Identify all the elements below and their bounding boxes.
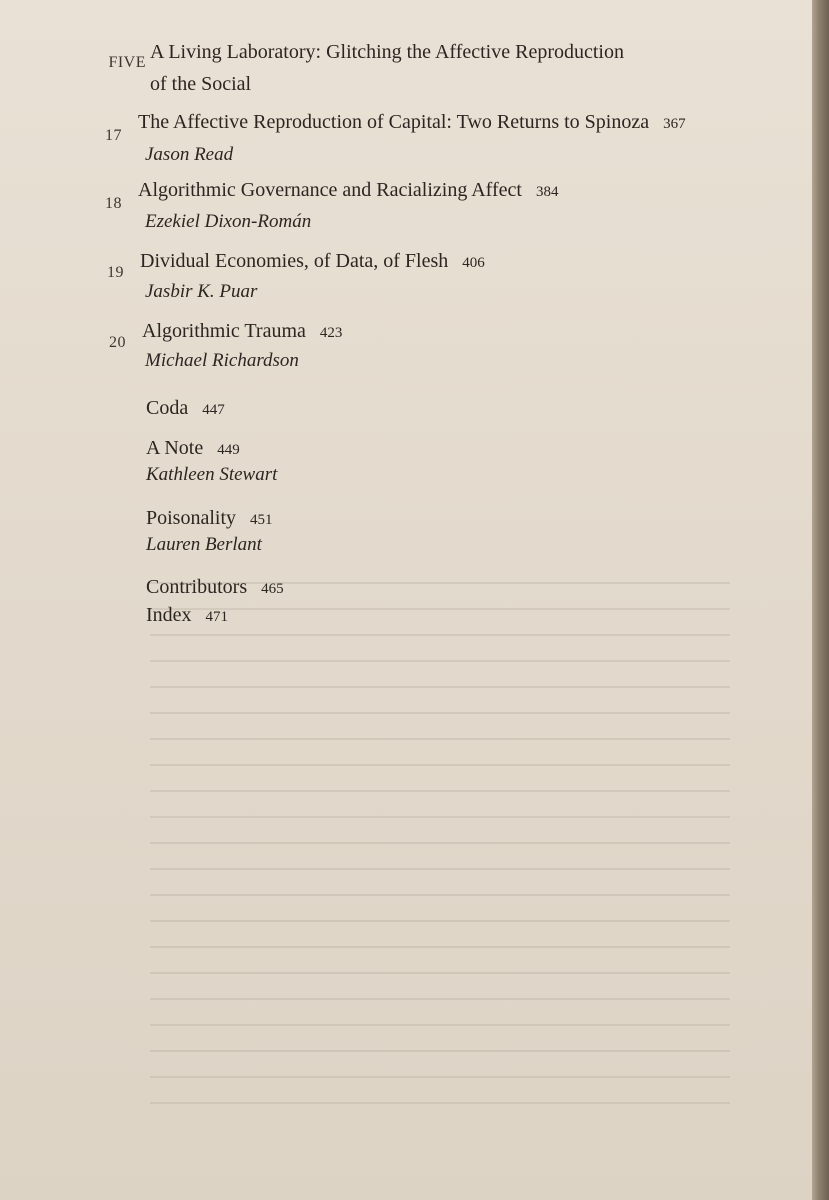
chapter-title-line	[140, 243, 485, 281]
back-matter-page: 471	[205, 609, 229, 625]
chapter-title: Algorithmic Governance and Racializing Affect	[138, 179, 522, 201]
back-matter-title: Poisonality	[146, 507, 237, 529]
chapter-number: 18	[105, 195, 122, 212]
chapter-author: Michael Richardson	[145, 350, 299, 371]
chapter-number: 20	[109, 334, 126, 351]
back-matter-page: 465	[261, 581, 284, 597]
chapter-title: The Affective Reproduction of Capital: Two Returns to Spinoza	[138, 111, 650, 133]
chapter-page: 384	[535, 184, 559, 200]
back-matter-title-line	[146, 430, 240, 468]
chapter-page: 367	[663, 116, 686, 132]
chapter-title: Dividual Economies, of Data, of Flesh	[140, 250, 449, 272]
back-matter-title: Contributors	[146, 576, 248, 598]
chapter-page: 423	[319, 325, 343, 341]
part-title-line2: of the Social	[150, 73, 252, 95]
chapter-title-line	[142, 313, 342, 351]
back-matter-title-line	[146, 390, 225, 428]
chapter-title-line	[138, 172, 558, 210]
back-matter-title: Index	[146, 604, 192, 626]
back-matter-author: Kathleen Stewart	[146, 464, 278, 485]
back-matter-title: A Note	[146, 437, 204, 459]
chapter-page: 406	[462, 255, 485, 271]
chapter-number: 19	[107, 264, 124, 281]
part-label: FIVE	[108, 54, 146, 71]
back-matter-title-line	[146, 597, 228, 635]
part-title-line1: A Living Laboratory: Glitching the Affective Reproduction	[150, 41, 624, 63]
back-matter-author: Lauren Berlant	[146, 534, 262, 555]
chapter-number: 17	[105, 127, 122, 144]
back-matter-title-line	[146, 500, 273, 538]
back-matter-page: 449	[217, 442, 240, 458]
chapter-title: Algorithmic Trauma	[142, 320, 306, 342]
back-matter-title: Coda	[146, 397, 189, 419]
chapter-author: Ezekiel Dixon-Román	[145, 211, 312, 232]
back-matter-page: 447	[202, 402, 225, 418]
chapter-author: Jason Read	[145, 144, 234, 165]
back-matter-page: 451	[250, 512, 273, 528]
page-edge	[812, 0, 829, 1200]
chapter-title-line	[138, 104, 686, 142]
chapter-author: Jasbir K. Puar	[145, 281, 258, 302]
